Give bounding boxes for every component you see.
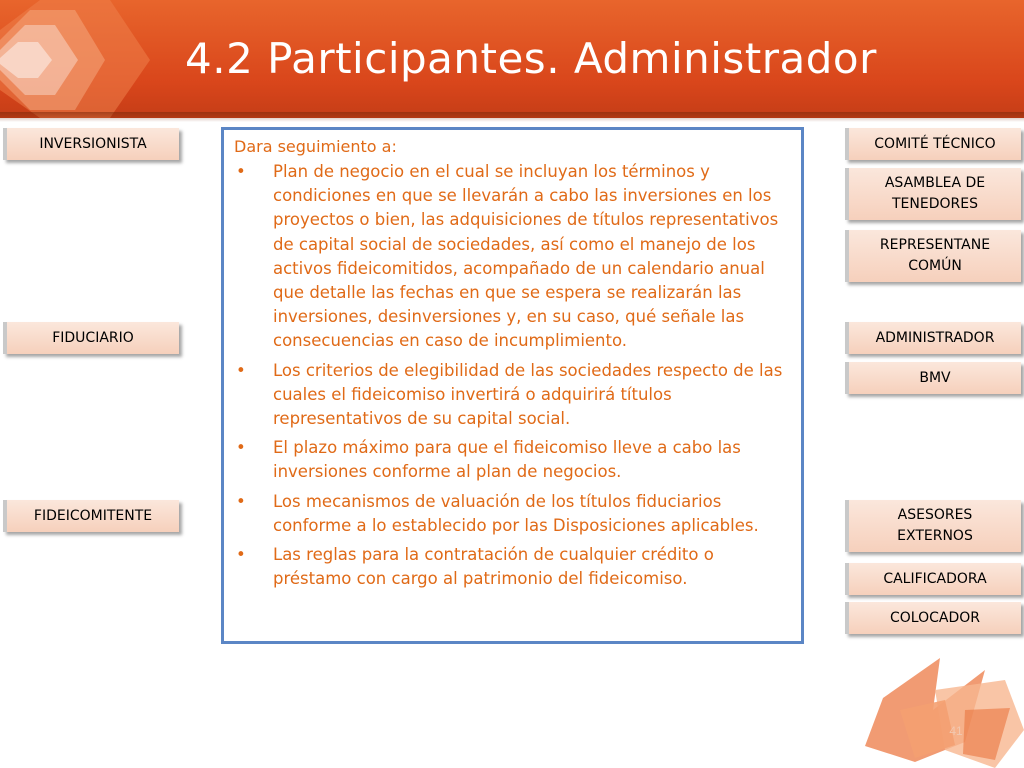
tag-colocador (845, 602, 1021, 634)
tag-fideicomitente (3, 500, 179, 532)
tag-asamblea-de-tenedores (845, 168, 1021, 220)
tag-label: COLOCADOR (890, 609, 980, 626)
header-shadow (0, 112, 1024, 122)
slide-header (0, 0, 1024, 118)
bullet-list (234, 160, 791, 591)
tag-label: COMITÉ TÉCNICO (874, 135, 996, 152)
tag-label: CALIFICADORA (883, 570, 987, 587)
tag-fiduciario (3, 322, 179, 354)
bullet-item: • Los criterios de elegibilidad de las sociedades respecto de las cuales el fideicomiso invertirá o adquirirá títulos representativos de su capital social. (234, 359, 791, 432)
tag-label: BMV (919, 369, 951, 386)
tag-calificadora (845, 563, 1021, 595)
tag-asesores-externos (845, 500, 1021, 552)
tag-label: ASESORES EXTERNOS (897, 507, 973, 544)
tag-label: REPRESENTANE COMÚN (879, 237, 991, 274)
tag-comite-tecnico (845, 128, 1021, 160)
tag-label: INVERSIONISTA (39, 135, 147, 152)
bullet-item: • Plan de negocio en el cual se incluyan los términos y condiciones en que se llevarán a cabo las inversiones en los proyectos o bien, las adquisiciones de títulos representativos de capital social de sociedades, así como el manejo de los activos fideicomitidos, acompañado de un calendario anual que detalle las fechas en que se espera se realizarán las inversiones, desinversiones y, en su caso, qué señale las consecuencias en caso de incumplimiento. (234, 160, 791, 354)
logo-icon (0, 0, 150, 118)
page-number: 41 (949, 724, 963, 738)
tag-bmv (845, 362, 1021, 394)
tag-representante-comun (845, 230, 1021, 282)
bullet-item: • El plazo máximo para que el fideicomiso lleve a cabo las inversiones conforme al plan de negocios. (234, 436, 791, 484)
content-intro: Dara seguimiento a: (234, 137, 397, 156)
tag-label: FIDEICOMITENTE (33, 507, 153, 524)
tag-label: ADMINISTRADOR (875, 329, 995, 346)
tag-label: ASAMBLEA DE TENEDORES (884, 175, 986, 212)
tag-inversionista (3, 128, 179, 160)
bullet-item: • Las reglas para la contratación de cualquier crédito o préstamo con cargo al patrimonio del fideicomiso. (234, 543, 791, 591)
page-title: 4.2 Participantes. Administrador (185, 34, 877, 83)
decorative-shapes-icon (845, 650, 1024, 768)
tag-label: FIDUCIARIO (52, 329, 134, 346)
bullet-item: • Los mecanismos de valuación de los títulos fiduciarios conforme a lo establecido por las Disposiciones aplicables. (234, 490, 791, 538)
content-box (221, 127, 804, 644)
tag-administrador (845, 322, 1021, 354)
